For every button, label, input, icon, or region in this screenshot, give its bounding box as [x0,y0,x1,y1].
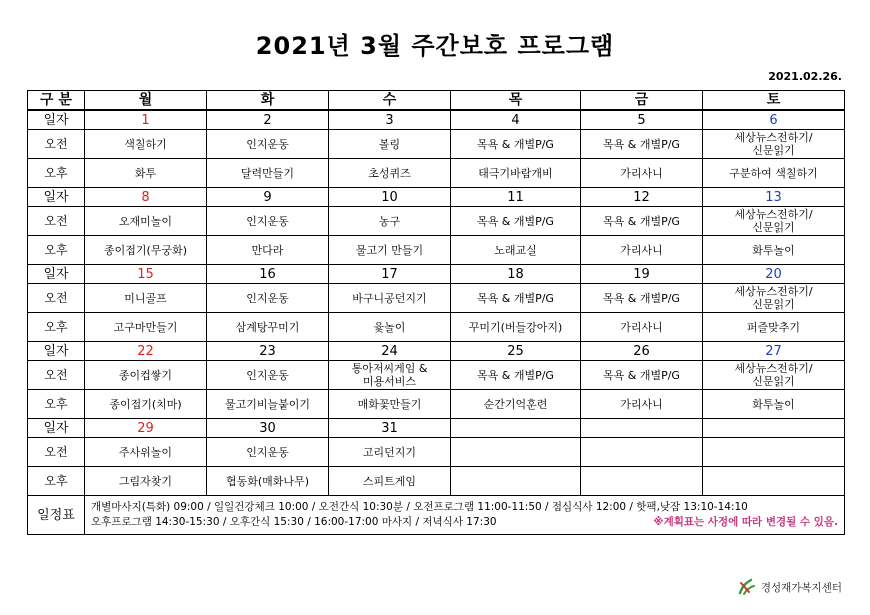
center-logo [737,577,842,597]
schedule-table [27,90,845,535]
afternoon-activity: 그림자찾기 [85,467,207,496]
afternoon-activity: 물고기 만들기 [329,236,451,265]
date-cell-wed: 24 [329,342,451,361]
date-row [28,110,845,130]
morning-row [28,207,845,236]
afternoon-activity: 순간기억훈련 [451,390,581,419]
day-header-wed: 수 [329,91,451,111]
date-cell-fri: 12 [581,188,703,207]
morning-activity: 인지운동 [207,130,329,159]
afternoon-activity: 가리사니 [581,236,703,265]
morning-activity: 종이컵쌓기 [85,361,207,390]
date-cell-mon: 29 [85,419,207,438]
issue-date: 2021.02.26. [768,70,842,83]
morning-activity: 세상뉴스전하기/ 신문읽기 [703,130,845,159]
row-label: 일자 [28,342,85,361]
date-row [28,342,845,361]
morning-activity: 인지운동 [207,361,329,390]
afternoon-activity [703,467,845,496]
row-label: 오전 [28,207,85,236]
afternoon-activity [581,467,703,496]
date-cell-wed: 3 [329,110,451,130]
day-header-fri: 금 [581,91,703,111]
morning-activity: 오재미놀이 [85,207,207,236]
morning-row [28,438,845,467]
morning-activity: 인지운동 [207,284,329,313]
morning-activity: 통아저씨게임 & 미용서비스 [329,361,451,390]
timetable-label: 일정표 [28,496,85,535]
morning-activity: 목욕 & 개별P/G [581,361,703,390]
afternoon-activity: 가리사니 [581,390,703,419]
day-header-sat: 토 [703,91,845,111]
row-label: 일자 [28,188,85,207]
afternoon-activity: 가리사니 [581,313,703,342]
morning-activity: 목욕 & 개별P/G [581,130,703,159]
afternoon-activity: 만다라 [207,236,329,265]
date-cell-tue: 2 [207,110,329,130]
morning-activity: 고리던지기 [329,438,451,467]
date-cell-mon: 1 [85,110,207,130]
date-cell-fri [581,419,703,438]
afternoon-row [28,159,845,188]
afternoon-activity: 화투놀이 [703,390,845,419]
afternoon-row [28,313,845,342]
morning-activity: 볼링 [329,130,451,159]
morning-activity: 주사위놀이 [85,438,207,467]
header-row [28,91,845,111]
afternoon-row [28,390,845,419]
date-cell-fri: 19 [581,265,703,284]
morning-activity: 색칠하기 [85,130,207,159]
page-title: 2021년 3월 주간보호 프로그램 [255,32,615,60]
morning-activity: 세상뉴스전하기/ 신문읽기 [703,207,845,236]
timetable-text [85,496,845,535]
date-cell-sat: 20 [703,265,845,284]
date-cell-mon: 15 [85,265,207,284]
morning-activity [451,438,581,467]
row-label: 오전 [28,284,85,313]
afternoon-row [28,467,845,496]
row-label: 오후 [28,467,85,496]
date-cell-thu: 25 [451,342,581,361]
date-cell-thu: 4 [451,110,581,130]
morning-row [28,284,845,313]
date-cell-tue: 23 [207,342,329,361]
afternoon-activity: 가리사니 [581,159,703,188]
date-cell-sat: 6 [703,110,845,130]
afternoon-activity: 고구마만들기 [85,313,207,342]
morning-activity: 목욕 & 개별P/G [581,284,703,313]
afternoon-activity: 매화꽃만들기 [329,390,451,419]
afternoon-activity: 화투놀이 [703,236,845,265]
morning-activity: 인지운동 [207,438,329,467]
date-cell-mon: 8 [85,188,207,207]
timetable-line-2-wrap [91,515,838,530]
date-cell-thu: 11 [451,188,581,207]
afternoon-activity: 구분하여 색칠하기 [703,159,845,188]
afternoon-activity: 종이접기(치마) [85,390,207,419]
date-cell-mon: 22 [85,342,207,361]
morning-activity [581,438,703,467]
morning-activity: 인지운동 [207,207,329,236]
date-row [28,419,845,438]
date-cell-thu: 18 [451,265,581,284]
change-notice: ※계획표는 사정에 따라 변경될 수 있음. [653,516,838,528]
date-cell-wed: 17 [329,265,451,284]
row-label: 오전 [28,130,85,159]
daily-timetable-row [28,496,845,535]
afternoon-activity: 스피트게임 [329,467,451,496]
date-cell-sat: 13 [703,188,845,207]
afternoon-activity: 달력만들기 [207,159,329,188]
afternoon-activity: 태극기바람개비 [451,159,581,188]
afternoon-activity: 윷놀이 [329,313,451,342]
afternoon-activity: 물고기비늘붙이기 [207,390,329,419]
day-header-mon: 월 [85,91,207,111]
morning-activity: 세상뉴스전하기/ 신문읽기 [703,284,845,313]
afternoon-activity: 화투 [85,159,207,188]
morning-activity: 세상뉴스전하기/ 신문읽기 [703,361,845,390]
row-label: 오후 [28,159,85,188]
row-label: 오후 [28,236,85,265]
header-label: 구 분 [28,91,85,111]
afternoon-activity: 노래교실 [451,236,581,265]
morning-activity: 목욕 & 개별P/G [451,130,581,159]
morning-activity: 농구 [329,207,451,236]
morning-activity: 바구니공던지기 [329,284,451,313]
afternoon-activity [451,467,581,496]
row-label: 오전 [28,361,85,390]
afternoon-row [28,236,845,265]
row-label: 오후 [28,313,85,342]
afternoon-activity: 퍼즐맞추기 [703,313,845,342]
morning-row [28,361,845,390]
date-cell-thu [451,419,581,438]
day-header-thu: 목 [451,91,581,111]
row-label: 오후 [28,390,85,419]
afternoon-activity: 초성퀴즈 [329,159,451,188]
day-header-tue: 화 [207,91,329,111]
row-label: 일자 [28,265,85,284]
morning-activity: 목욕 & 개별P/G [581,207,703,236]
center-logo-icon [737,577,757,597]
date-row [28,188,845,207]
timetable-line-2: 오후프로그램 14:30-15:30 / 오후간식 15:30 / 16:00-17:00 마사지 / 저녁식사 17:30 [91,516,497,528]
date-cell-tue: 16 [207,265,329,284]
date-cell-tue: 9 [207,188,329,207]
morning-activity: 미니골프 [85,284,207,313]
date-cell-fri: 26 [581,342,703,361]
date-cell-wed: 10 [329,188,451,207]
morning-row [28,130,845,159]
morning-activity: 목욕 & 개별P/G [451,284,581,313]
date-cell-wed: 31 [329,419,451,438]
date-cell-sat [703,419,845,438]
morning-activity: 목욕 & 개별P/G [451,207,581,236]
morning-activity [703,438,845,467]
row-label: 일자 [28,110,85,130]
timetable-line-1: 개별마사지(특화) 09:00 / 일일건강체크 10:00 / 오전간식 10:30분 / 오전프로그램 11:00-11:50 / 점심식사 12:00 / 핫팩,낮잠 13:10-14:10 [91,501,748,513]
date-cell-tue: 30 [207,419,329,438]
date-cell-fri: 5 [581,110,703,130]
row-label: 오전 [28,438,85,467]
afternoon-activity: 종이접기(무궁화) [85,236,207,265]
afternoon-activity: 협동화(매화나무) [207,467,329,496]
row-label: 일자 [28,419,85,438]
morning-activity: 목욕 & 개별P/G [451,361,581,390]
date-cell-sat: 27 [703,342,845,361]
center-name: 경성재가복지센터 [760,581,842,594]
afternoon-activity: 꾸미기(버들강아지) [451,313,581,342]
date-row [28,265,845,284]
afternoon-activity: 삼계탕꾸미기 [207,313,329,342]
